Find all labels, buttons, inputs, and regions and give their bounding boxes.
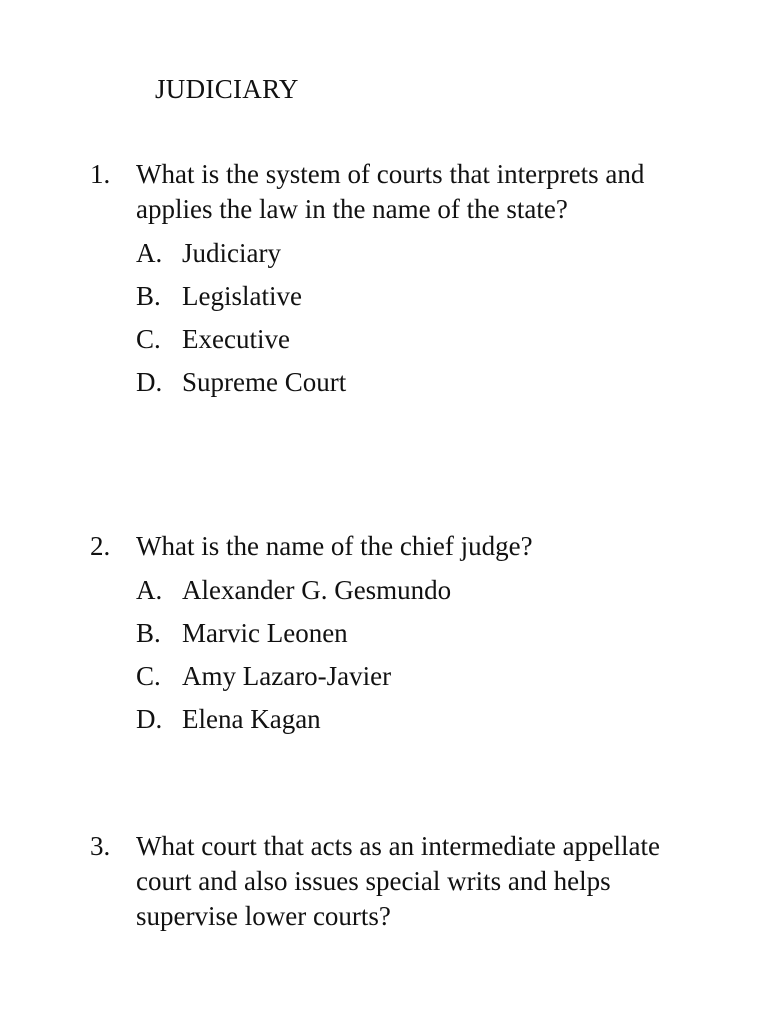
question-number: 1. [90,159,111,189]
choice-a [136,569,690,612]
question-number: 2. [90,531,111,561]
choice-b [136,275,690,318]
choice-letter: C. [136,324,161,354]
choice-text: Supreme Court [182,367,347,397]
choice-text: Elena Kagan [182,704,321,734]
choice-text: Legislative [182,281,302,311]
question-text: What is the name of the chief judge? [136,531,533,561]
question-3-prompt [90,829,690,934]
page-title: JUDICIARY [155,74,299,104]
question-text: What court that acts as an intermediate appellate court and also issues special writs and helps supervise lower courts? [136,831,661,931]
question-number: 3. [90,831,111,861]
choice-letter: B. [136,618,161,648]
choice-c [136,318,690,361]
choice-d [136,361,690,404]
question-text: What is the system of courts that interprets and applies the law in the name of the state? [136,159,645,224]
choice-letter: C. [136,661,161,691]
choice-text: Marvic Leonen [182,618,348,648]
choice-a [136,232,690,275]
choice-d [136,698,690,741]
choice-letter: B. [136,281,161,311]
question-2 [90,529,690,741]
choice-text: Amy Lazaro-Javier [182,661,392,691]
question-2-prompt [90,529,690,564]
question-1 [90,157,690,404]
question-2-choices [136,569,690,741]
choice-text: Judiciary [182,238,281,268]
choice-letter: D. [136,367,163,397]
choice-text: Alexander G. Gesmundo [182,575,452,605]
question-3 [90,829,690,934]
choice-letter: D. [136,704,163,734]
choice-c [136,655,690,698]
choice-text: Executive [182,324,290,354]
question-1-choices [136,232,690,404]
choice-b [136,612,690,655]
question-1-prompt [90,157,690,227]
choice-letter: A. [136,238,163,268]
choice-letter: A. [136,575,163,605]
